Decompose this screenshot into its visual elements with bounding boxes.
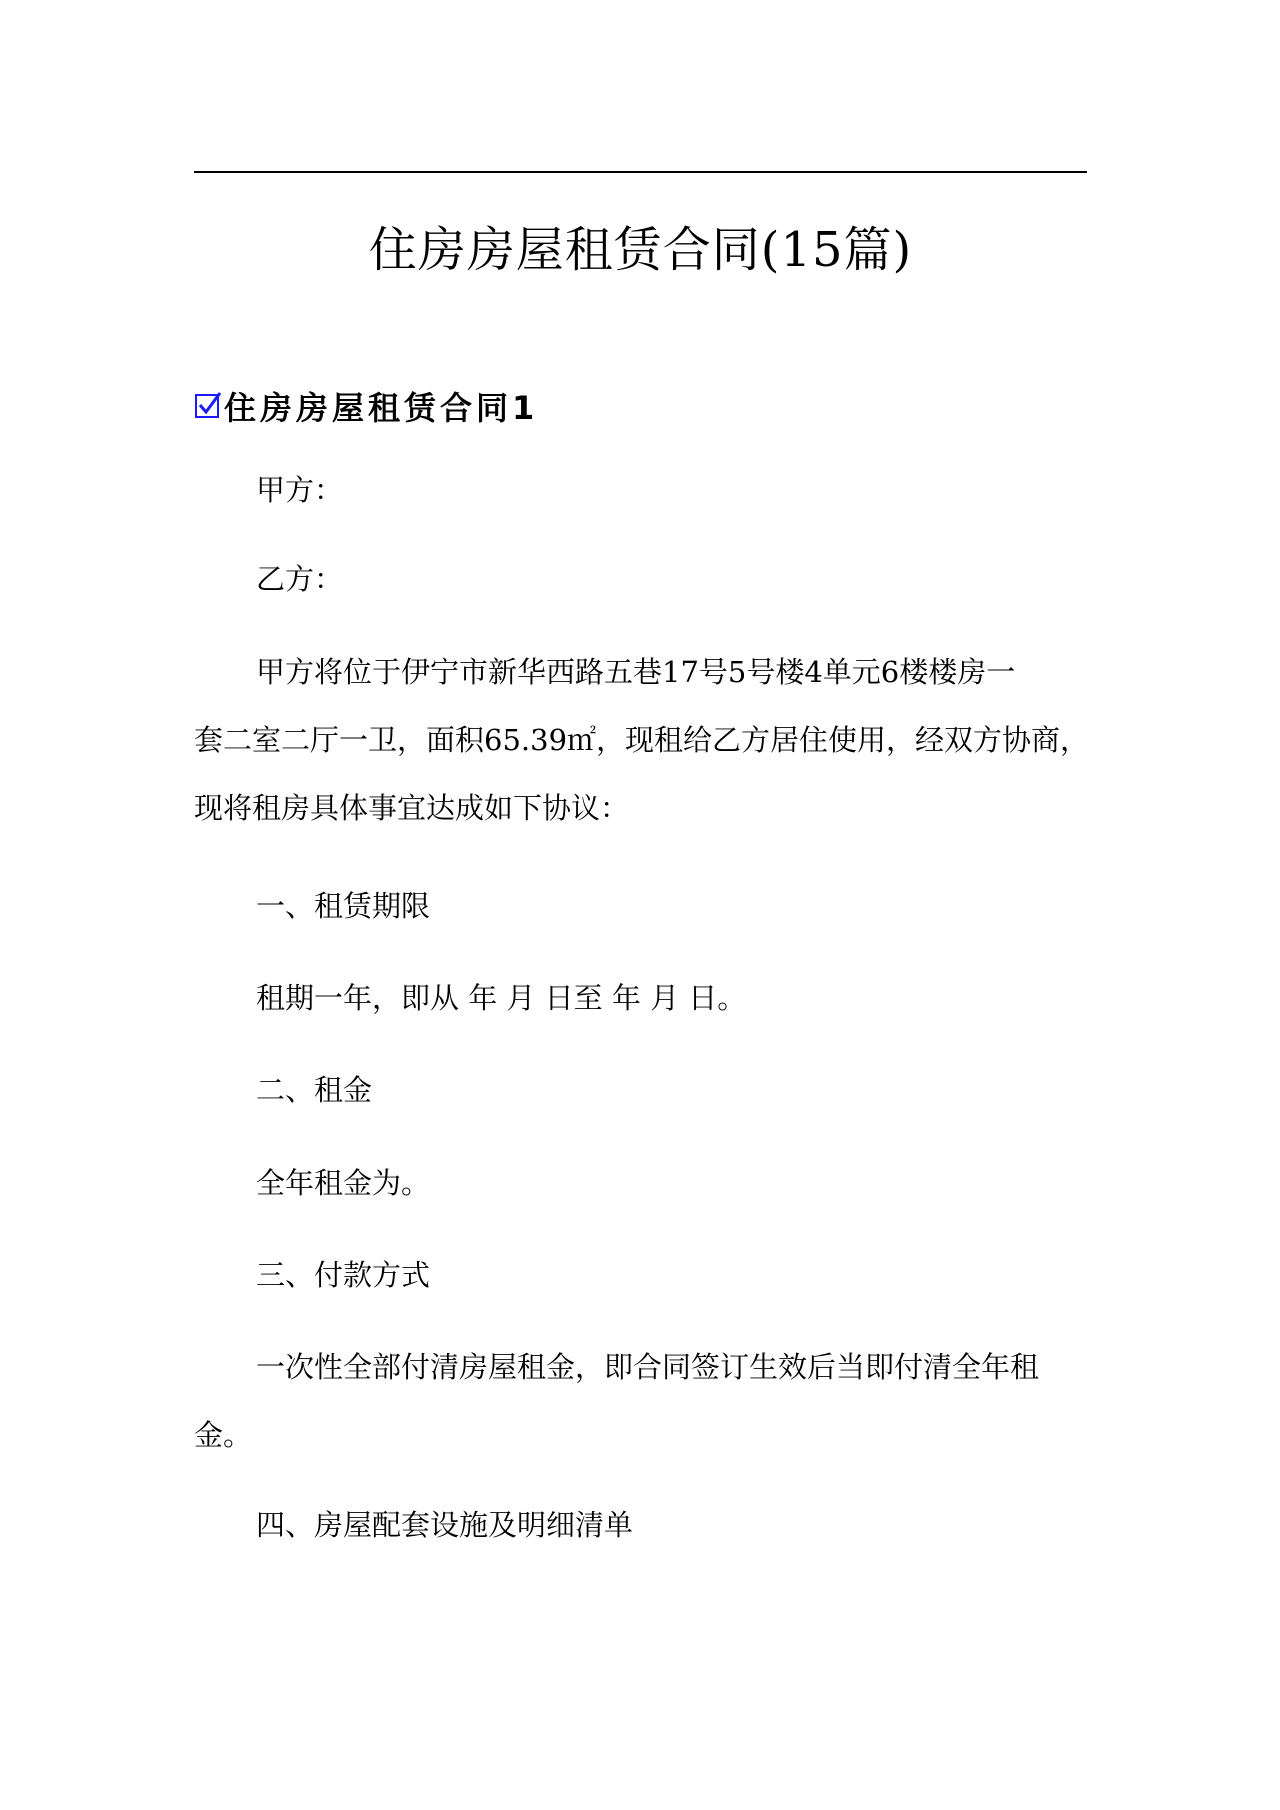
- clause4-title: 四、房屋配套设施及明细清单: [256, 1508, 634, 1542]
- intro-line: 甲方将位于伊宁市新华西路五巷17号5号楼4单元6楼楼房一: [256, 655, 1016, 689]
- clause1-title: 一、租赁期限: [256, 889, 431, 923]
- clause2-text: 全年租金为。: [256, 1166, 431, 1200]
- checkbox-checked-icon: [194, 391, 222, 419]
- intro-line: 现将租房具体事宜达成如下协议：: [194, 791, 630, 825]
- header-rule: [194, 171, 1087, 173]
- clause3-paragraph: [194, 1333, 1094, 1469]
- party-b-line: 乙方：: [256, 562, 344, 596]
- document-title: 住房房屋租赁合同(15篇): [368, 222, 913, 278]
- clause1-text: 租期一年，即从 年 月 日至 年 月 日。: [256, 981, 747, 1015]
- clause2-title: 二、租金: [256, 1073, 373, 1107]
- intro-paragraph: [194, 638, 1094, 842]
- clause3-title: 三、付款方式: [256, 1258, 431, 1292]
- intro-line: 套二室二厅一卫，面积65.39㎡，现租给乙方居住使用，经双方协商，: [194, 723, 1090, 757]
- clause3-line: 金。: [194, 1418, 253, 1452]
- section-heading: [194, 378, 538, 434]
- party-a-line: 甲方：: [256, 473, 344, 507]
- section-heading-text: 住房房屋租赁合同1: [224, 389, 539, 427]
- clause3-line: 一次性全部付清房屋租金，即合同签订生效后当即付清全年租: [256, 1350, 1040, 1384]
